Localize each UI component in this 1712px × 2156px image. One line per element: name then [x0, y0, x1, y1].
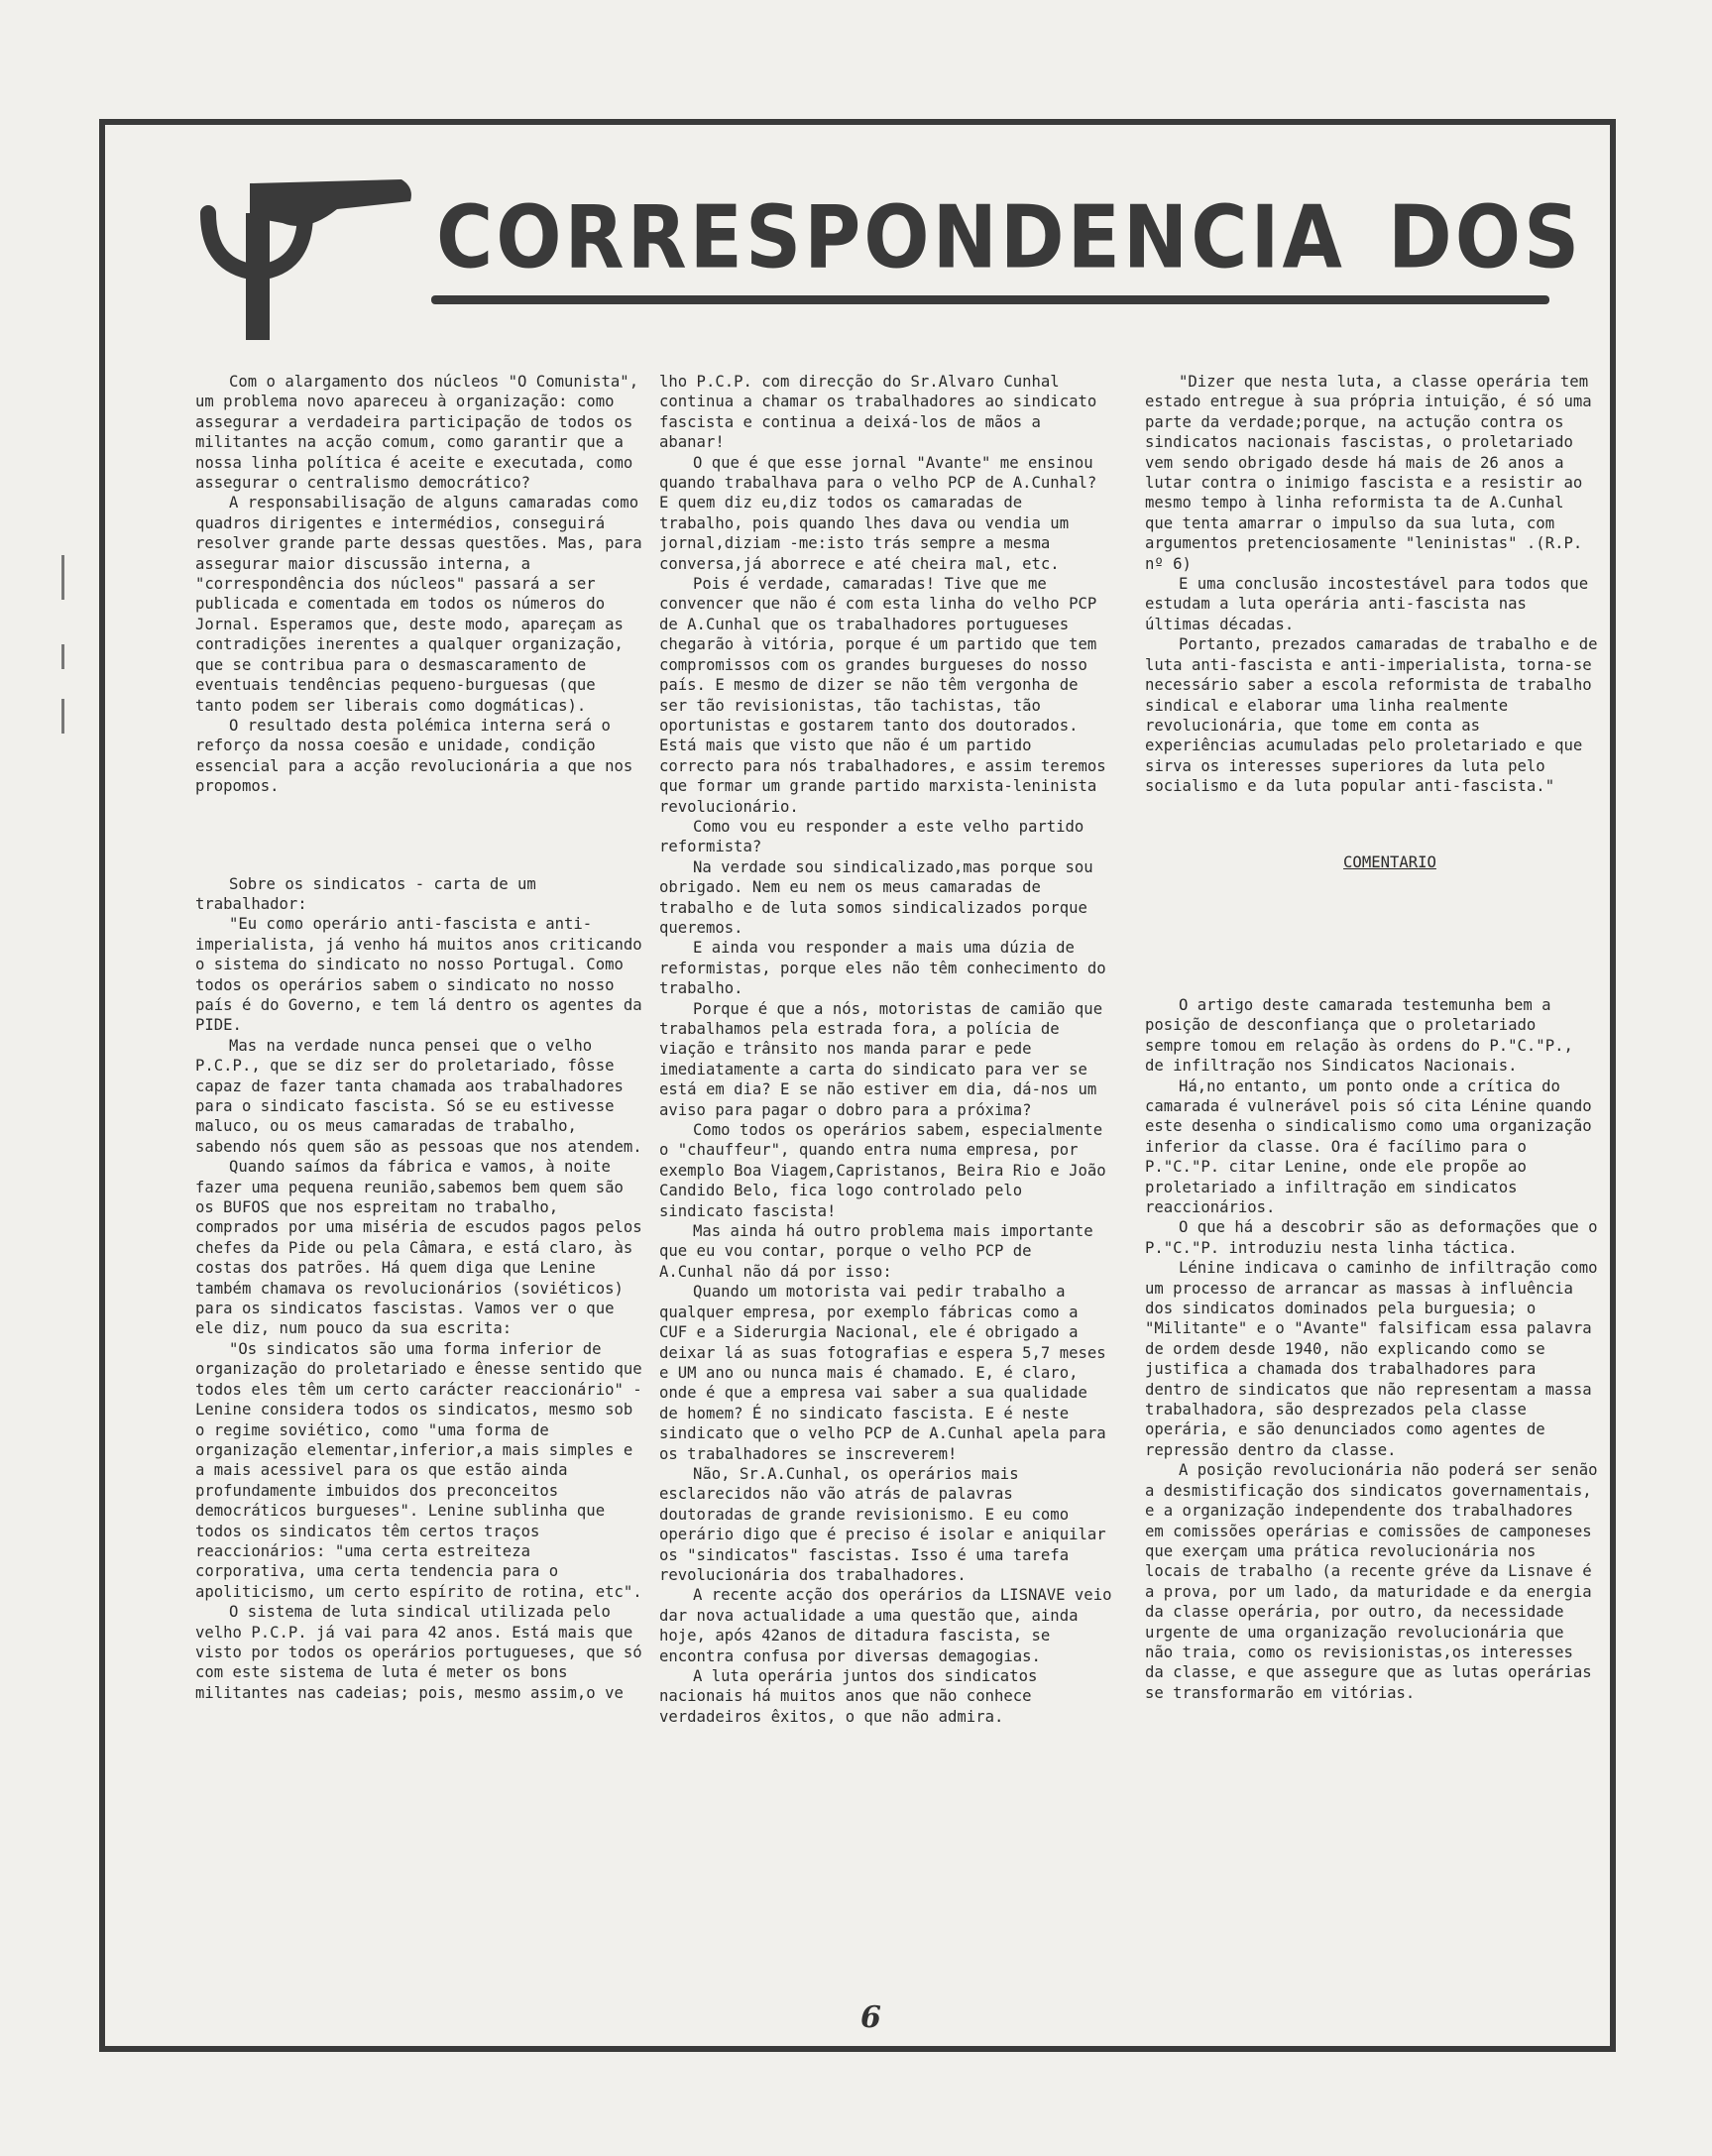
paragraph: E ainda vou responder a mais uma dúzia de reformistas, porque eles não têm conhecimento do trabalho.	[659, 939, 1106, 998]
paragraph: A responsabilisação de alguns camaradas como quadros dirigentes e intermédios, conseguirá resolver grande parte dessas questões. Mas, para assegurar maior discussão interna, a "correspondência dos núcleos" passará a ser publicada e comentada em todos os números do Jornal. Esperamos que, deste modo, apareçam as contradições inerentes a qualquer organização, que se contribua para o desmascaramento de eventuais tendências pequeno-burguesas (que tanto podem ser liberais como dogmáticas).	[195, 494, 642, 715]
column-3	[1145, 372, 1601, 1703]
title-underline	[431, 295, 1549, 304]
paragraph: Com o alargamento dos núcleos "O Comunista", um problema novo apareceu à organização: como assegurar a verdadeira participação de todos os militantes na acção comum, como garantir que a nossa linha política é aceite e executada, como assegurar o centralismo democrático?	[195, 373, 639, 493]
paragraph: O que é que esse jornal "Avante" me ensinou quando trabalhava para o velho PCP de A.Cunhal? E quem diz eu,diz todos os camaradas de trabalho, pois quando lhes dava ou vendia um jornal,diziam -me:isto trás sempre a mesma conversa,já aborrece e até cheira mal, etc.	[659, 453, 1097, 573]
column-1	[195, 372, 651, 1703]
paragraph: "Dizer que nesta luta, a classe operária tem estado entregue à sua própria intuição, é só uma parte da verdade;porque, na actução contra os sindicatos nacionais fascistas, o proletariado vem sendo obrigado desde há mais de 26 anos a lutar contra o inimigo fascista e a resistir ao mesmo tempo à linha reformista ta de A.Cunhal que tenta amarrar o impulso da sua luta, com argumentos pretenciosamente "leninistas" .(R.P. nº 6)	[1145, 373, 1592, 573]
paragraph: Como vou eu responder a este velho partido reformista?	[659, 817, 1084, 856]
paragraph: Mas na verdade nunca pensei que o velho P.C.P., que se diz ser do proletariado, fôsse capaz de fazer tanta chamada aos trabalhadores para o sindicato fascista. Só se eu estivesse maluco, ou os meus camaradas de trabalho, sabendo nós quem são as pessoas que nos atendem.	[195, 1036, 642, 1156]
paragraph: E uma conclusão incostestável para todos que estudam a luta operária anti-fascista nas últimas décadas.	[1145, 575, 1589, 633]
edge-mark	[61, 644, 64, 669]
edge-mark	[61, 699, 64, 734]
paragraph: Há,no entanto, um ponto onde a crítica do camarada é vulnerável pois só cita Lénine quando este desenha o sindicalismo como uma organização inferior da classe. Ora é facílimo para o P."C."P. citar Lenine, onde ele propõe ao proletariado a infiltração em sindicatos reaccionários.	[1145, 1077, 1592, 1216]
edge-mark	[61, 555, 64, 600]
paragraph: Pois é verdade, camaradas! Tive que me convencer que não é com esta linha do velho PCP de A.Cunhal que os trabalhadores portugueses chegarão à vitória, porque é um partido que tem compromissos com os grandes burgueses do nosso país. E mesmo de dizer se não têm vergonha de ser tão revisionistas, tão tachistas, tão oportunistas e gostarem tanto dos doutorados. Está mais que visto que não é um partido correcto para nós trabalhadores, e assim teremos que formar um grande partido marxista-leninista revolucionário.	[659, 575, 1106, 816]
paragraph: Porque é que a nós, motoristas de camião que trabalhamos pela estrada fora, a polícia de viação e trânsito nos manda parar e pede imediatamente a carta do sindicato para ver se está em dia? E se não estiver em dia, dá-nos um aviso para pagar o dobro para a próxima?	[659, 999, 1103, 1119]
column-2	[659, 372, 1115, 1727]
page-title-suffix: DOS	[1388, 188, 1583, 288]
hammer-sickle-icon	[188, 173, 416, 342]
page-title: CORRESPONDENCIA	[436, 188, 1345, 288]
paragraph: Mas ainda há outro problema mais importante que eu vou contar, porque o velho PCP de A.Cunhal não dá por isso:	[659, 1222, 1093, 1281]
paragraph: A recente acção dos operários da LISNAVE veio dar nova actualidade a uma questão que, ainda hoje, após 42anos de ditadura fascista, se encontra confusa por diversas demagogias.	[659, 1586, 1112, 1665]
paragraph: O que há a descobrir são as deformações que o P."C."P. introduziu nesta linha táctica.	[1145, 1218, 1598, 1257]
paragraph: Não, Sr.A.Cunhal, os operários mais esclarecidos não vão atrás de palavras doutoradas de grande revisionismo. E eu como operário digo que é preciso é isolar e aniquilar os "sindicatos" fascistas. Isso é uma tarefa revolucionária dos trabalhadores.	[659, 1464, 1106, 1584]
letter-intro: Sobre os sindicatos - carta de um trabalhador:	[195, 874, 536, 913]
paragraph: Como todos os operários sabem, especialmente o "chauffeur", quando entra numa empresa, por exemplo Boa Viagem,Capristanos, Beira Rio e João Candido Belo, fica logo controlado pelo sindicato fascista!	[659, 1121, 1106, 1220]
paragraph: Lénine indicava o caminho de infiltração como um processo de arrancar as massas à influência dos sindicatos dominados pela burguesia; o "Militante" e o "Avante" falsificam essa palavra de ordem desde 1940, não explicando como se justifica a chamada dos trabalhadores para dentro de sindicatos que não representam a massa trabalhadora, são desprezados pela classe operária, e são denunciados como agentes de repressão dentro da classe.	[1145, 1259, 1598, 1459]
paragraph: "Eu como operário anti-fascista e anti-imperialista, já venho há muitos anos criticando o sistema do sindicato no nosso Portugal. Como todos os operários sabem o sindicato no nosso país é do Governo, e tem lá dentro os agentes da PIDE.	[195, 915, 642, 1035]
page-number: 6	[860, 2000, 881, 2035]
paragraph: Portanto, prezados camaradas de trabalho e de luta anti-fascista e anti-imperialista, torna-se necessário saber a escola reformista de trabalho sindical e elaborar uma linha realmente revolucionária, que tome em conta as experiências acumuladas pelo proletariado e que sirva os interesses superiores da luta pelo socialismo e da luta popular anti-fascista."	[1145, 635, 1598, 796]
paragraph: O resultado desta polémica interna será o reforço da nossa coesão e unidade, condição essencial para a acção revolucionária a que nos propomos.	[195, 716, 633, 796]
paragraph: Quando saímos da fábrica e vamos, à noite fazer uma pequena reunião,sabemos bem quem são os BUFOS que nos espreitam no trabalho, comprados por uma miséria de escudos pagos pelos chefes da Pide ou pela Câmara, e está claro, às costas dos patrões. Há quem diga que Lenine também chamava os revolucionários (soviéticos) para os sindicatos fascistas. Vamos ver o que ele diz, num pouco da sua escrita:	[195, 1158, 642, 1338]
comment-heading: COMENTARIO	[1343, 852, 1436, 871]
paragraph: Quando um motorista vai pedir trabalho a qualquer empresa, por exemplo fábricas como a CUF e a Siderurgia Nacional, ele é obrigado a deixar lá as suas fotografias e espera 5,7 meses e UM ano ou nunca mais é chamado. E, é claro, onde é que a empresa vai saber a sua qualidade de homem? É no sindicato fascista. E é neste sindicato que o velho PCP de A.Cunhal apela para os trabalhadores se inscreverem!	[659, 1283, 1106, 1463]
paragraph: Na verdade sou sindicalizado,mas porque sou obrigado. Nem eu nem os meus camaradas de trabalho e de luta somos sindicalizados porque queremos.	[659, 857, 1093, 937]
paragraph: lho P.C.P. com direcção do Sr.Alvaro Cunhal continua a chamar os trabalhadores ao sindicato fascista e continua a deixá-los de mãos a abanar!	[659, 373, 1097, 452]
paragraph: O sistema de luta sindical utilizada pelo velho P.C.P. já vai para 42 anos. Está mais que visto por todos os operários portugueses, que só com este sistema de luta é meter os bons militantes nas cadeias; pois, mesmo assim,o ve	[195, 1603, 642, 1702]
paragraph: "Os sindicatos são uma forma inferior de organização do proletariado e ênesse sentido que todos eles têm um certo carácter reaccionário" - Lenine considera todos os sindicatos, mesmo sob o regime soviético, como "uma forma de organização elementar,inferior,a mais simples e a mais acessivel para os que estão ainda profundamente imbuidos dos preconceitos democráticos burgueses". Lenine sublinha que todos os sindicatos têm certos traços reaccionários: "uma certa estreiteza corporativa, uma certa tendencia para o apoliticismo, um certo espírito de rotina, etc".	[195, 1339, 642, 1601]
paragraph: A luta operária juntos dos sindicatos nacionais há muitos anos que não conhece verdadeiros êxitos, o que não admira.	[659, 1667, 1038, 1726]
paragraph: A posição revolucionária não poderá ser senão a desmistificação dos sindicatos governamentais, e a organização independente dos trabalhadores em comissões operárias e comissões de camponeses que exerçam uma prática revolucionária nos locais de trabalho (a recente gréve da Lisnave é a prova, por um lado, da maturidade e da energia da classe operária, por outro, da necessidade urgente de uma organização revolucionária que não traia, como os revisionistas,os interesses da classe, e que assegure que as lutas operárias se transformarão em vitórias.	[1145, 1461, 1598, 1702]
paragraph: O artigo deste camarada testemunha bem a posição de desconfiança que o proletariado sempre tomou em relação às ordens do P."C."P., de infiltração nos Sindicatos Nacionais.	[1145, 995, 1573, 1076]
